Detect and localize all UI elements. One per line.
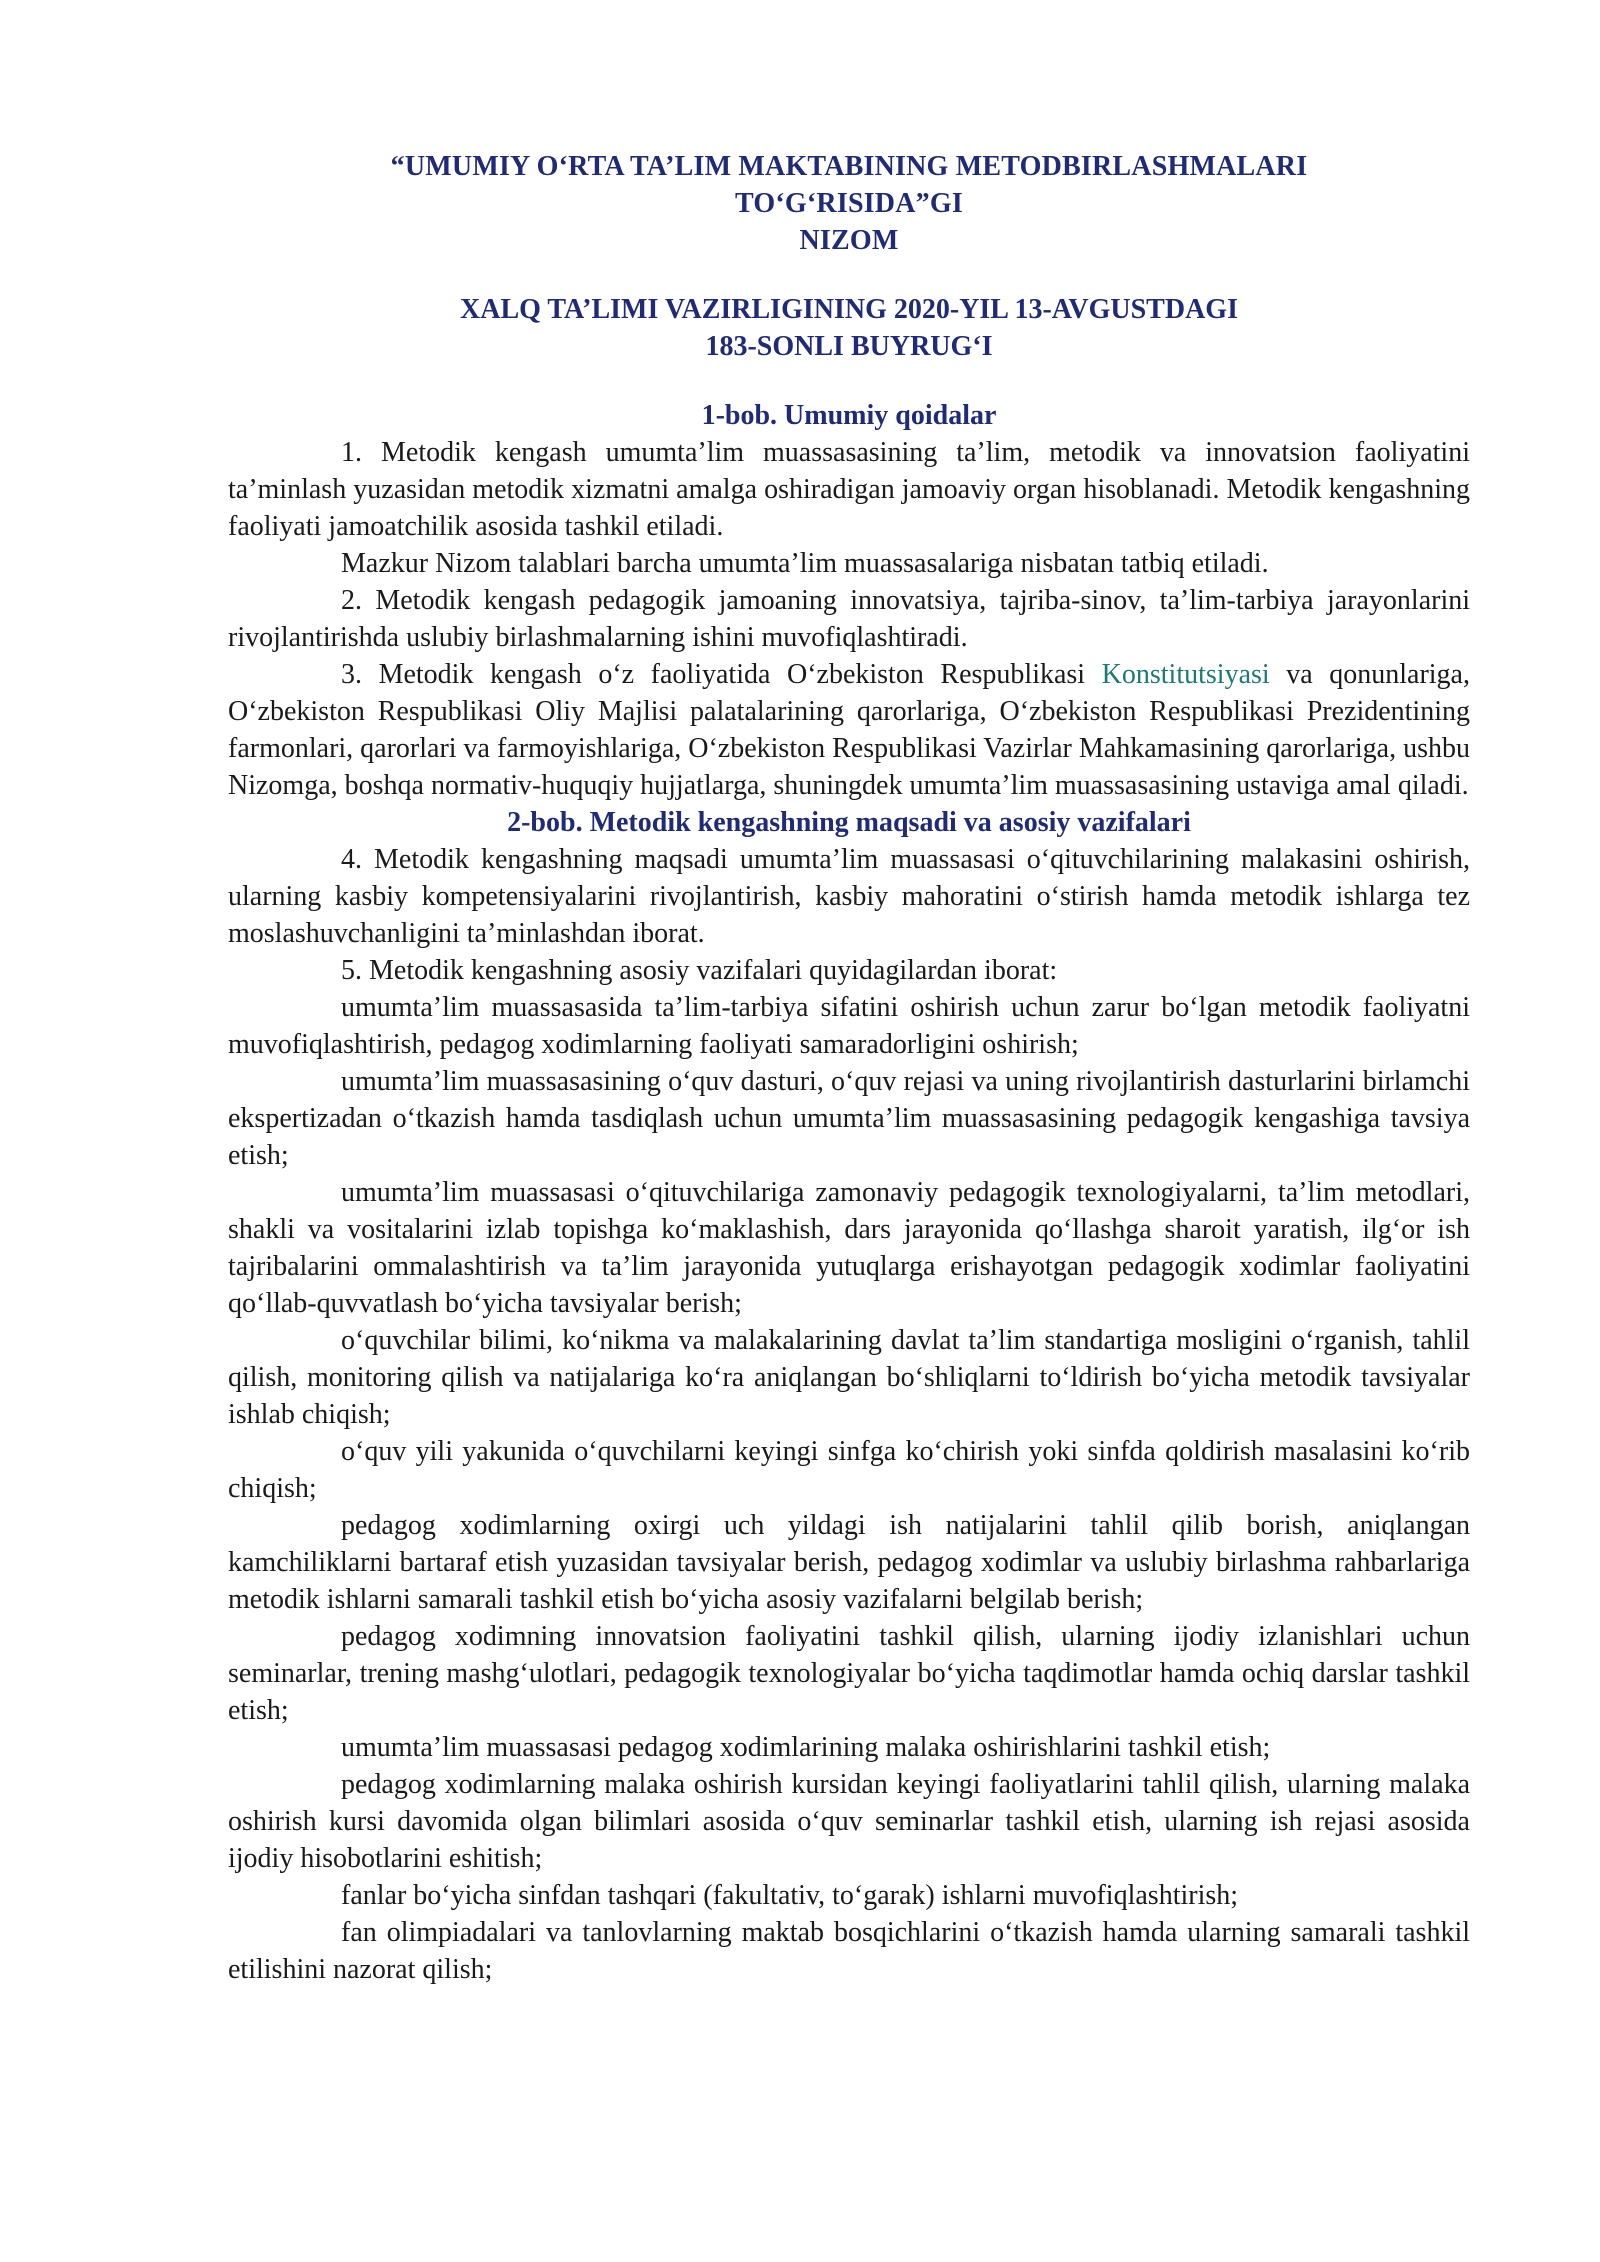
chapter-1-heading: 1-bob. Umumiy qoidalar: [701, 400, 997, 431]
order-line-2: 183-SONLI BUYRUG‘I: [705, 331, 993, 362]
title-line-3: NIZOM: [799, 225, 899, 256]
chapter-2-heading: 2-bob. Metodik kengashning maqsadi va asosiy vazifalari: [507, 807, 1191, 838]
paragraph-scope: Mazkur Nizom talablari barcha umumta’lim muassasalariga nisbatan tatbiq etiladi.: [341, 548, 1269, 579]
paragraph-1: 1. Metodik kengash umumta’lim muassasasining ta’lim, metodik va innovatsion faoliyatini ta’minlash yuzasidan metodik xizmatni amalga oshiradigan jamoaviy organ hisoblanadi. Metodik kengashning faoliyati jamoatchilik asosida tashkil etiladi.: [228, 437, 1470, 542]
paragraph-5: 5. Metodik kengashning asosiy vazifalari quyidagilardan iborat:: [341, 955, 1058, 986]
task-item: pedagog xodimlarning oxirgi uch yildagi ish natijalarini tahlil qilib borish, aniqlangan kamchiliklarni bartaraf etish yuzasidan tavsiyalar berish, pedagog xodimlar va uslubiy birlashma rahbarlariga metodik ishlarni samarali tashkil etish bo‘yicha asosiy vazifalarni belgilab berish;: [228, 1510, 1470, 1615]
document-title: [228, 148, 1470, 259]
paragraph-3: [228, 656, 1470, 804]
task-item: pedagog xodimlarning malaka oshirish kursidan keyingi faoliyatlarini tahlil qilish, ularning malaka oshirish kursi davomida olgan bilimlari asosida o‘quv seminarlar tashkil etish, ularning ish rejasi asosida ijodiy hisobotlarini eshitish;: [228, 1769, 1470, 1874]
paragraph-2: 2. Metodik kengash pedagogik jamoaning innovatsiya, tajriba-sinov, ta’lim-tarbiya jarayonlarini rivojlantirishda uslubiy birlashmalarning ishini muvofiqlashtiradi.: [228, 585, 1470, 653]
task-item: umumta’lim muassasasi pedagog xodimlarining malaka oshirishlarini tashkil etish;: [341, 1732, 1271, 1763]
task-item: umumta’lim muassasasining o‘quv dasturi, o‘quv rejasi va uning rivojlantirish dasturlarini birlamchi ekspertizadan o‘tkazish hamda tasdiqlash uchun umumta’lim muassasasining pedagogik kengashiga tavsiya etish;: [228, 1066, 1470, 1171]
title-line-1: “UMUMIY O‘RTA TA’LIM MAKTABINING METODBIRLASHMALARI: [390, 151, 1308, 182]
constitution-link[interactable]: Konstitutsiyasi: [1101, 659, 1270, 690]
order-line-1: XALQ TA’LIMI VAZIRLIGINING 2020-YIL 13-AVGUSTDAGI: [460, 294, 1238, 325]
task-item: umumta’lim muassasasida ta’lim-tarbiya sifatini oshirish uchun zarur bo‘lgan metodik faoliyatni muvofiqlashtirish, pedagog xodimlarning faoliyati samaradorligini oshirish;: [228, 992, 1470, 1060]
task-item: o‘quvchilar bilimi, ko‘nikma va malakalarining davlat ta’lim standartiga mosligini o‘rganish, tahlil qilish, monitoring qilish va natijalariga ko‘ra aniqlangan bo‘shliqlarni to‘ldirish bo‘yicha metodik tavsiyalar ishlab chiqish;: [228, 1325, 1470, 1430]
paragraph-4: 4. Metodik kengashning maqsadi umumta’lim muassasasi o‘qituvchilarining malakasini oshirish, ularning kasbiy kompetensiyalarini rivojlantirish, kasbiy mahoratini o‘stirish hamda metodik ishlarga tez moslashuvchanligini ta’minlashdan iborat.: [228, 844, 1470, 949]
order-reference: [228, 291, 1470, 365]
paragraph-3-end: va qonunlariga, O‘zbekiston Respublikasi Oliy Majlisi palatalarining qarorlariga, O‘zbekiston Respublikasi Prezidentining farmonlari, qarorlari va farmoyishlariga, O‘zbekiston Respublikasi Vazirlar Mahkamasining qarorlariga, ushbu Nizomga, boshqa normativ-huquqiy hujjatlarga, shuningdek umumta’lim muassasasining ustaviga amal qiladi.: [228, 659, 1470, 801]
task-item: pedagog xodimning innovatsion faoliyatini tashkil qilish, ularning ijodiy izlanishlari uchun seminarlar, trening mashg‘ulotlari, pedagogik texnologiyalar bo‘yicha taqdimotlar hamda ochiq darslar tashkil etish;: [228, 1621, 1470, 1726]
task-item: o‘quv yili yakunida o‘quvchilarni keyingi sinfga ko‘chirish yoki sinfda qoldirish masalasini ko‘rib chiqish;: [228, 1436, 1470, 1504]
task-item: fanlar bo‘yicha sinfdan tashqari (fakultativ, to‘garak) ishlarni muvofiqlashtirish;: [341, 1880, 1239, 1911]
task-item: fan olimpiadalari va tanlovlarning maktab bosqichlarini o‘tkazish hamda ularning samarali tashkil etilishini nazorat qilish;: [228, 1917, 1470, 1985]
task-item: umumta’lim muassasasi o‘qituvchilariga zamonaviy pedagogik texnologiyalarni, ta’lim metodlari, shakli va vositalarini izlab topishga ko‘maklashish, dars jarayonida qo‘llashga sharoit yaratish, ilg‘or ish tajribalarini ommalashtirish va ta’lim jarayonida yutuqlarga erishayotgan pedagogik xodimlar faoliyatini qo‘llab-quvvatlash bo‘yicha tavsiyalar berish;: [228, 1177, 1470, 1319]
title-line-2: TO‘G‘RISIDA”GI: [735, 188, 963, 219]
document-page: [228, 148, 1470, 1988]
paragraph-3-start: 3. Metodik kengash o‘z faoliyatida O‘zbekiston Respublikasi: [341, 659, 1102, 690]
